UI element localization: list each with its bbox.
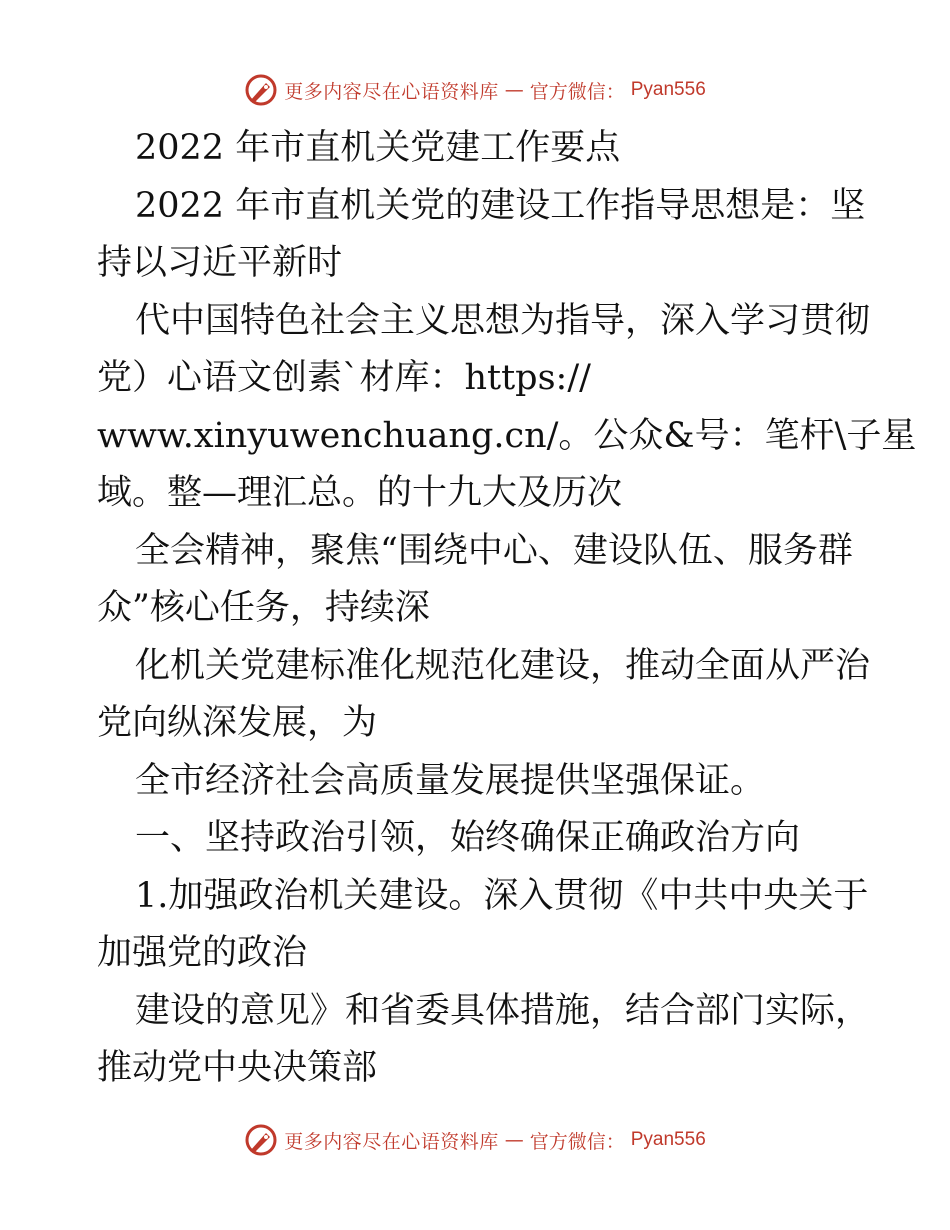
paragraph-line: 加强党的政治 — [97, 933, 308, 973]
watermark-text: 更多内容尽在心语资料库 — [284, 80, 499, 103]
paragraph-line: 全市经济社会高质量发展提供坚强保证。 — [135, 760, 766, 801]
pen-nib-logo-icon — [244, 1123, 278, 1157]
watermark-wechat-label: 官方微信： — [529, 1130, 625, 1153]
watermark-wechat-id: Pyan556 — [630, 79, 706, 100]
paragraph-line: 域。整—理汇总。的十九大及历次 — [97, 473, 623, 513]
watermark-footer — [0, 1120, 950, 1160]
watermark-text: 更多内容尽在心语资料库 — [284, 1130, 499, 1153]
paragraph-line: 全会精神，聚焦“围绕中心、建设队伍、服务群 — [135, 530, 853, 571]
paragraph-line: 推动党中央决策部 — [97, 1048, 378, 1088]
paragraph-line: www.xinyuwenchuang.cn/。公众&号：笔杆\子星 — [97, 415, 917, 456]
paragraph-line: 众”核心任务，持续深 — [97, 588, 430, 628]
watermark-header — [0, 70, 950, 110]
watermark-dash: — — [504, 1129, 524, 1151]
pen-nib-logo-icon — [244, 73, 278, 107]
paragraph-line: 2022 年市直机关党的建设工作指导思想是：坚 — [135, 185, 866, 226]
paragraph-line: 1.加强政治机关建设。深入贯彻《中共中央关于 — [135, 875, 869, 916]
paragraph-line: 持以习近平新时 — [97, 243, 343, 283]
watermark-dash: — — [504, 79, 524, 101]
paragraph-line: 党）心语文创素`材库：https:// — [97, 358, 591, 398]
section-heading: 一、坚持政治引领，始终确保正确政治方向 — [135, 818, 801, 858]
watermark-wechat-label: 官方微信： — [529, 80, 625, 103]
paragraph-line: 党向纵深发展，为 — [97, 703, 378, 743]
paragraph-line: 代中国特色社会主义思想为指导，深入学习贯彻 — [135, 300, 871, 341]
watermark-wechat-id: Pyan556 — [630, 1129, 706, 1150]
document-title: 2022 年市直机关党建工作要点 — [135, 128, 621, 168]
paragraph-line: 建设的意见》和省委具体措施，结合部门实际， — [135, 990, 871, 1031]
document-body — [97, 120, 917, 1098]
paragraph-line: 化机关党建标准化规范化建设，推动全面从严治 — [135, 645, 871, 686]
